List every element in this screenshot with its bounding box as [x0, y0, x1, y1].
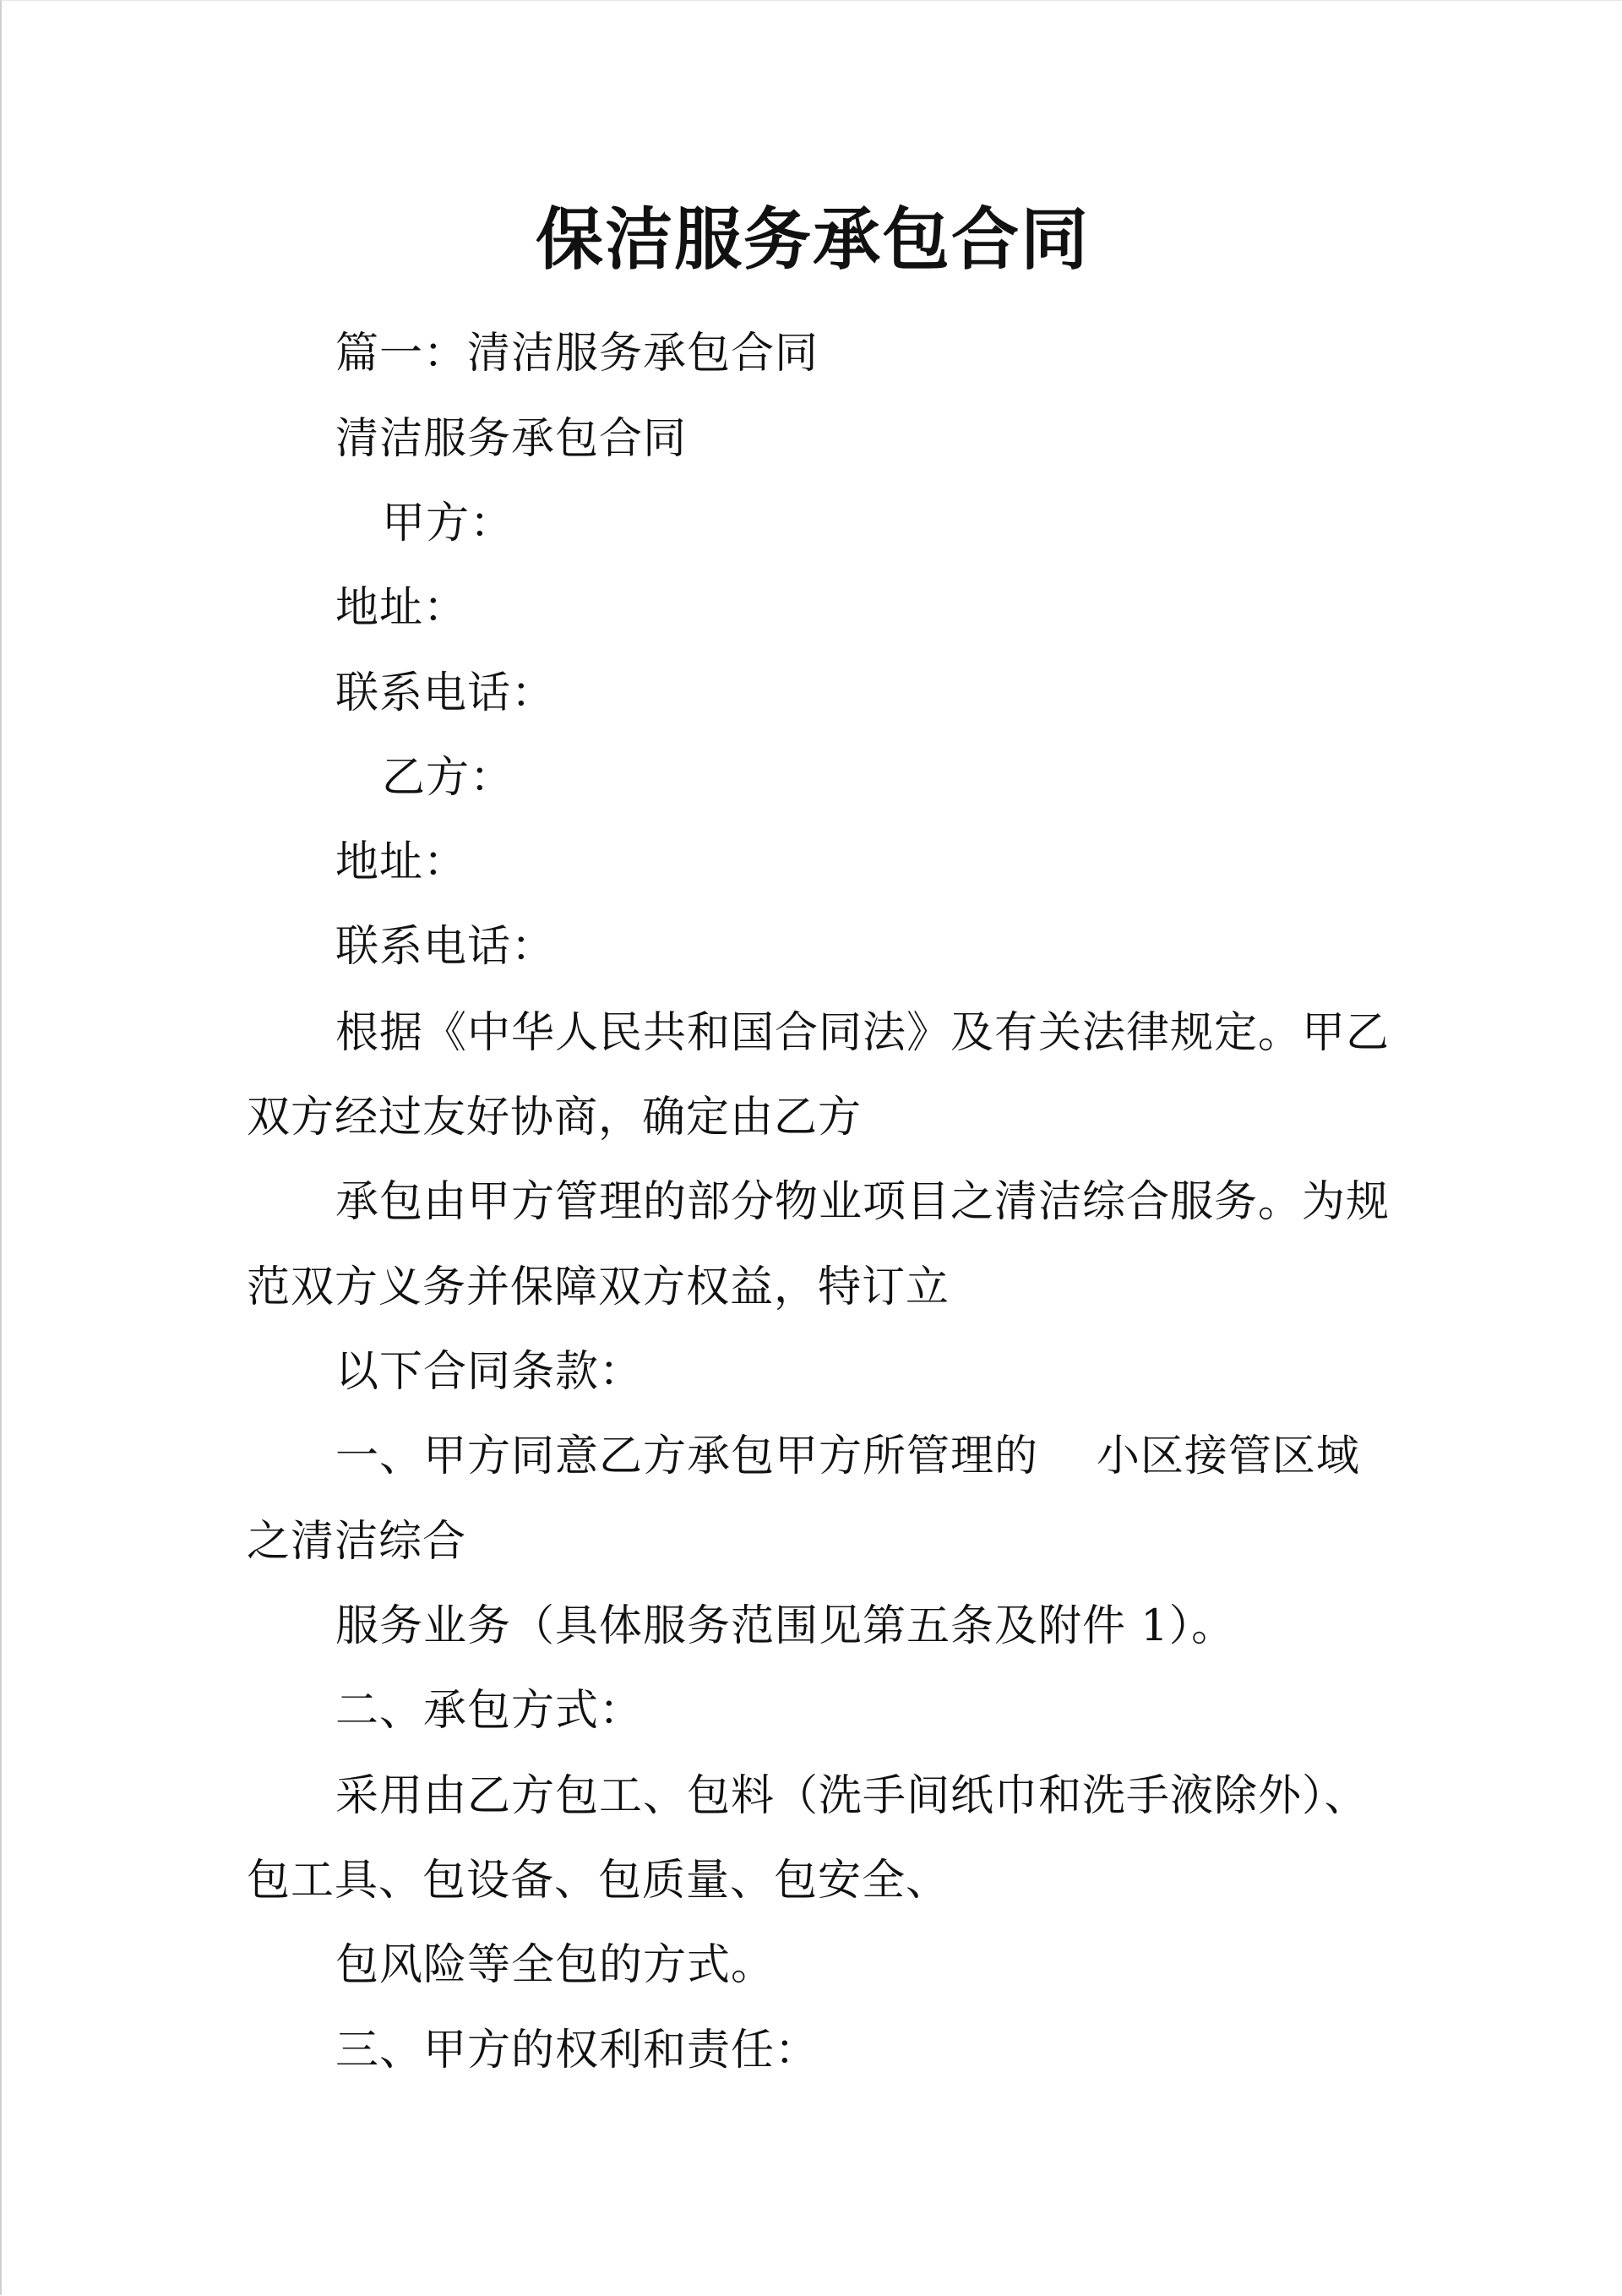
clause-two-line: 采用由乙方包工、包料（洗手间纸巾和洗手液除外）、 — [335, 1771, 1369, 1821]
clause-one-line: 一、甲方同意乙方承包甲方所管理的 小区接管区域 — [335, 1432, 1360, 1481]
paragraph-line: 双方经过友好协商，确定由乙方 — [247, 1093, 863, 1143]
contract-subtitle: 清洁服务承包合同 — [335, 414, 688, 464]
clause-two-heading: 二、承包方式： — [335, 1686, 644, 1736]
paragraph-line: 承包由甲方管理的部分物业项目之清洁综合服务。为规 — [335, 1177, 1391, 1227]
party-b-phone-label: 联系电话： — [335, 922, 556, 972]
party-a-phone-label: 联系电话： — [335, 668, 556, 718]
party-b-address-label: 地址： — [335, 837, 468, 887]
paragraph-line: 根据《中华人民共和国合同法》及有关法律规定。甲乙 — [335, 1008, 1391, 1058]
clause-two-line: 包风险等全包的方式。 — [335, 1940, 776, 1990]
party-a-label: 甲方： — [382, 499, 514, 548]
clause-one-line: 服务业务（具体服务范围见第五条及附件 1）。 — [335, 1601, 1236, 1651]
party-a-address-label: 地址： — [335, 583, 468, 633]
clause-one-line: 之清洁综合 — [247, 1517, 467, 1567]
clause-three-heading: 三、甲方的权利和责任： — [335, 2026, 819, 2075]
section-heading: 篇一：清洁服务承包合同 — [335, 329, 819, 379]
paragraph-line: 范双方义务并保障双方权益，特订立 — [247, 1263, 950, 1312]
paragraph-line: 以下合同条款： — [335, 1347, 644, 1397]
party-b-label: 乙方： — [382, 753, 514, 803]
clause-two-line: 包工具、包设备、包质量、包安全、 — [247, 1856, 950, 1906]
document-title: 保洁服务承包合同 — [536, 199, 1090, 279]
